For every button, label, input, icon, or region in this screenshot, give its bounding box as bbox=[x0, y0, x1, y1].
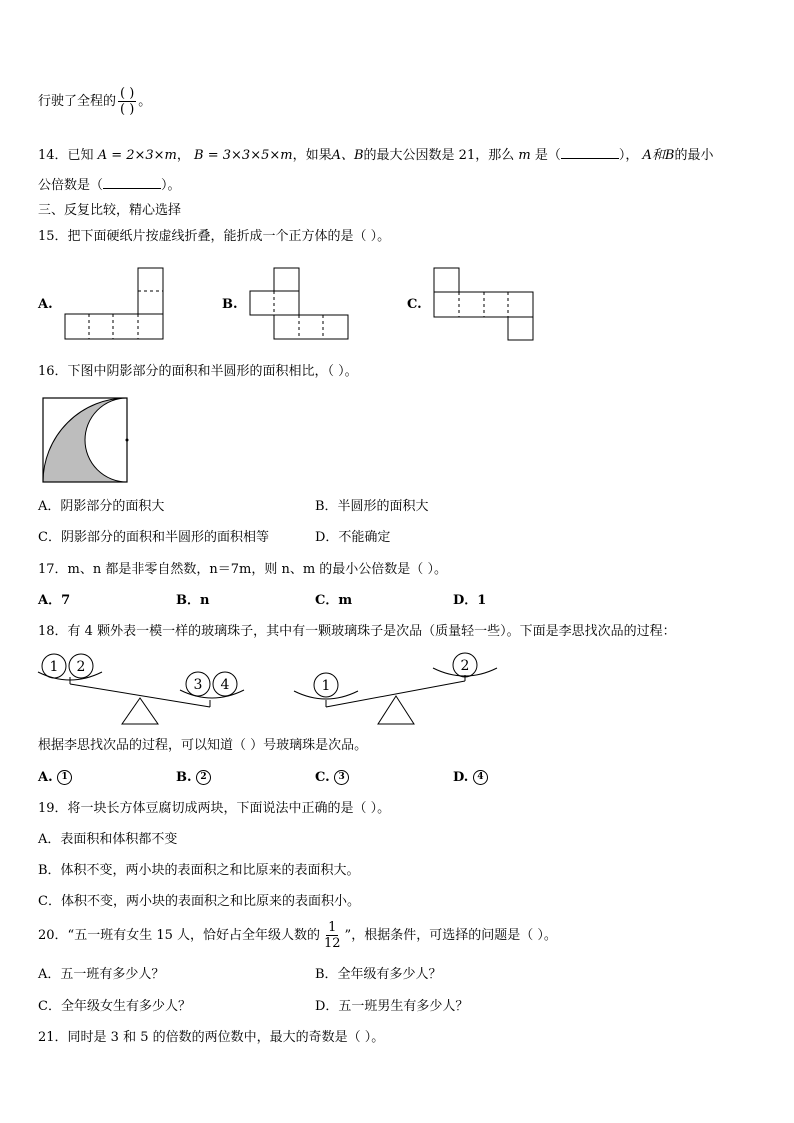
bead-label-4: 4 bbox=[220, 677, 230, 693]
bead-label-2: 2 bbox=[76, 659, 86, 675]
formula-a: A = 2×3×m bbox=[97, 148, 177, 163]
net-b bbox=[250, 268, 348, 339]
q20-option-c[interactable]: C．全年级女生有多少人？ bbox=[38, 999, 191, 1014]
q18-option-b[interactable]: B. 2 bbox=[176, 770, 211, 786]
q17-option-a[interactable]: A．7 bbox=[38, 593, 71, 608]
q20-stem: 20．“五一班有女生 15 人，恰好占全年级人数的 $\frac{1}{12}$ ”，根据条件，可选择的问题是（ ）。 bbox=[38, 920, 557, 951]
q16-stem: 16．下图中阴影部分的面积和半圆形的面积相比，（ ）。 bbox=[38, 364, 358, 379]
q15-option-b-label: B. bbox=[222, 297, 238, 312]
q16-figure bbox=[40, 396, 140, 488]
section-title: 三、反复比较，精心选择 bbox=[38, 203, 182, 218]
q18-option-d[interactable]: D. 4 bbox=[453, 770, 488, 786]
q18-option-a[interactable]: A. 1 bbox=[38, 770, 72, 786]
q20-option-d[interactable]: D．五一班男生有多少人？ bbox=[315, 999, 469, 1014]
q17-stem: 17．m、n 都是非零自然数，n＝7m，则 n、m 的最小公倍数是（ ）。 bbox=[38, 562, 447, 577]
q16-option-c[interactable]: C．阴影部分的面积和半圆形的面积相等 bbox=[38, 530, 269, 545]
answer-blank-m[interactable] bbox=[561, 146, 619, 159]
q13-fraction: $\frac{( )}{( )}$ bbox=[120, 86, 135, 117]
q14-line2: 公倍数是（ ）。 bbox=[38, 178, 181, 193]
net-a bbox=[65, 268, 163, 339]
q17-option-d[interactable]: D．1 bbox=[453, 593, 487, 608]
q15-nets-figure bbox=[0, 262, 794, 352]
q19-option-a[interactable]: A．表面积和体积都不变 bbox=[38, 832, 178, 847]
bead-label-1b: 1 bbox=[321, 678, 331, 694]
q17-option-c[interactable]: C．m bbox=[315, 593, 353, 608]
shaded-region bbox=[43, 398, 127, 482]
q19-option-c[interactable]: C．体积不变，两小块的表面积之和比原来的表面积小。 bbox=[38, 894, 360, 909]
q16-option-b[interactable]: B．半圆形的面积大 bbox=[315, 499, 429, 514]
q20-option-b[interactable]: B．全年级有多少人？ bbox=[315, 967, 442, 982]
q18-balance-figure bbox=[0, 650, 794, 732]
q19-stem: 19．将一块长方体豆腐切成两块，下面说法中正确的是（ ）。 bbox=[38, 801, 391, 816]
q14-line1: 14．已知 A = 2×3×m， B = 3×3×5×m，如果A、B的最大公因数是 21，那么 m 是（ ）， A和B的最小 bbox=[38, 148, 714, 163]
bead-label-1: 1 bbox=[49, 659, 59, 675]
q16-option-d[interactable]: D．不能确定 bbox=[315, 530, 391, 545]
q18-option-c[interactable]: C. 3 bbox=[315, 770, 349, 786]
q20-fraction: $\frac{1}{12}$ bbox=[324, 920, 341, 951]
bead-label-2b: 2 bbox=[460, 658, 470, 674]
q19-option-b[interactable]: B．体积不变，两小块的表面积之和比原来的表面积大。 bbox=[38, 863, 360, 878]
formula-b: B = 3×3×5×m bbox=[194, 148, 293, 163]
q15-option-c-label: C. bbox=[407, 297, 422, 312]
bead-label-3: 3 bbox=[193, 677, 203, 693]
balance-1 bbox=[38, 654, 244, 724]
q13-tail: 行驶了全程的 $\frac{( )}{( )}$ 。 bbox=[38, 86, 152, 117]
q20-option-a[interactable]: A．五一班有多少人？ bbox=[38, 967, 165, 982]
q15-stem: 15．把下面硬纸片按虚线折叠，能折成一个正方体的是（ ）。 bbox=[38, 229, 391, 244]
q18-follow: 根据李思找次品的过程，可以知道（ ）号玻璃珠是次品。 bbox=[38, 738, 368, 753]
q15-option-a-label: A. bbox=[38, 297, 53, 312]
net-c bbox=[434, 268, 533, 340]
q18-stem: 18．有 4 颗外表一模一样的玻璃珠子，其中有一颗玻璃珠子是次品（质量轻一些）。下面是李思找次品的过程： bbox=[38, 624, 676, 639]
q17-option-b[interactable]: B．n bbox=[176, 593, 210, 608]
q21-stem: 21．同时是 3 和 5 的倍数的两位数中，最大的奇数是（ ）。 bbox=[38, 1030, 385, 1045]
q16-option-a[interactable]: A．阴影部分的面积大 bbox=[38, 499, 165, 514]
answer-blank-lcm[interactable] bbox=[103, 176, 161, 189]
